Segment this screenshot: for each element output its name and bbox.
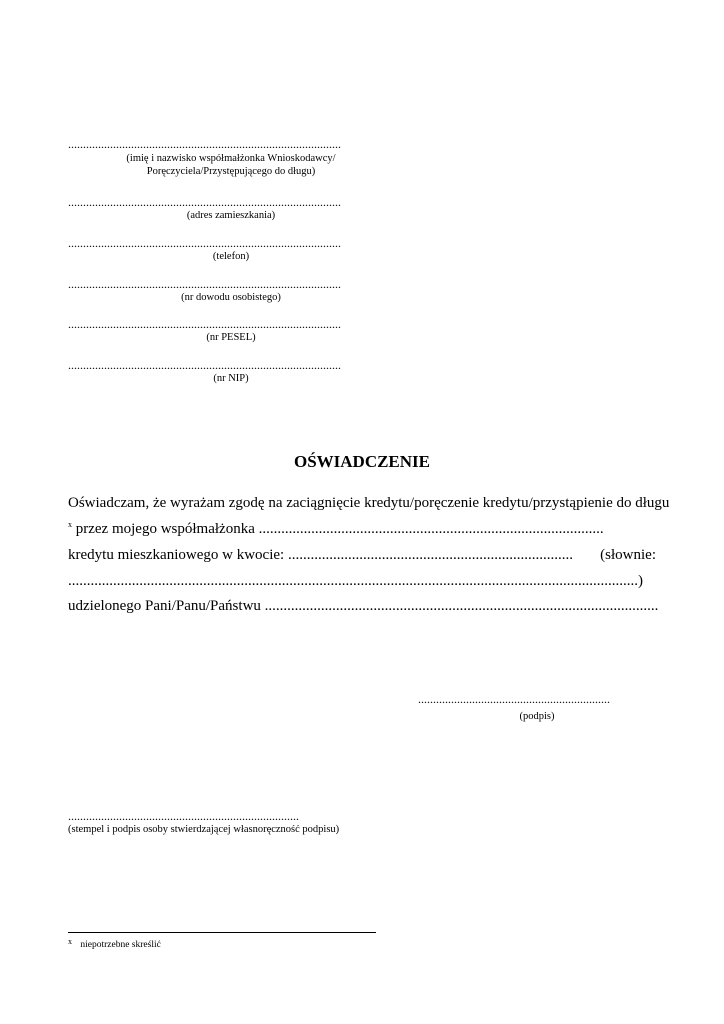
id-card-field-dots: ........................................................................................... xyxy=(68,277,341,291)
footnote-symbol: x xyxy=(68,937,72,946)
id-card-field-caption: (nr dowodu osobistego) xyxy=(181,292,281,303)
stamp-caption: (stempel i podpis osoby stwierdzającej własnoręczność podpisu) xyxy=(68,824,340,835)
footnote xyxy=(68,937,161,950)
name-field-caption-2: Poręczyciela/Przystępującego do długu) xyxy=(146,166,316,177)
statement-line-2-text: przez mojego współmałżonka ............................................................................................ xyxy=(72,521,604,537)
address-field-caption: (adres zamieszkania) xyxy=(186,210,276,221)
statement-line-4: ........................................................................................................................................................) xyxy=(68,573,643,589)
stamp-dots: ............................................................................. xyxy=(68,809,299,823)
nip-field-dots: ........................................................................................... xyxy=(68,358,341,372)
footnote-text: niepotrzebne skreślić xyxy=(80,940,161,950)
footnote-divider xyxy=(68,932,376,933)
pesel-field-caption: (nr PESEL) xyxy=(206,332,256,343)
name-field-dots: ........................................................................................... xyxy=(68,137,341,151)
name-field-caption-1: (imię i nazwisko współmałżonka Wnioskodawcy/ xyxy=(126,153,336,164)
signature-caption: (podpis) xyxy=(519,711,555,722)
address-field-dots: ........................................................................................... xyxy=(68,195,341,209)
statement-line-3-right: (słownie: xyxy=(600,547,656,563)
phone-field-caption: (telefon) xyxy=(212,251,250,262)
statement-line-5: udzielonego Pani/Panu/Państwu ......................................................................................................... xyxy=(68,598,659,614)
nip-field-caption: (nr NIP) xyxy=(213,373,249,384)
document-title: OŚWIADCZENIE xyxy=(293,452,431,471)
signature-dots: ................................................................ xyxy=(418,692,610,706)
statement-line-1: Oświadczam, że wyrażam zgodę na zaciągnięcie kredytu/poręczenie kredytu/przystąpienie do długu xyxy=(68,495,670,511)
statement-line-3-left: kredytu mieszkaniowego w kwocie: ............................................................................ xyxy=(68,547,573,563)
statement-line-3 xyxy=(68,547,656,564)
statement-line-2 xyxy=(68,521,604,538)
footnote-mark: x xyxy=(68,520,72,529)
pesel-field-dots: ........................................................................................... xyxy=(68,317,341,331)
phone-field-dots: ........................................................................................... xyxy=(68,236,341,250)
